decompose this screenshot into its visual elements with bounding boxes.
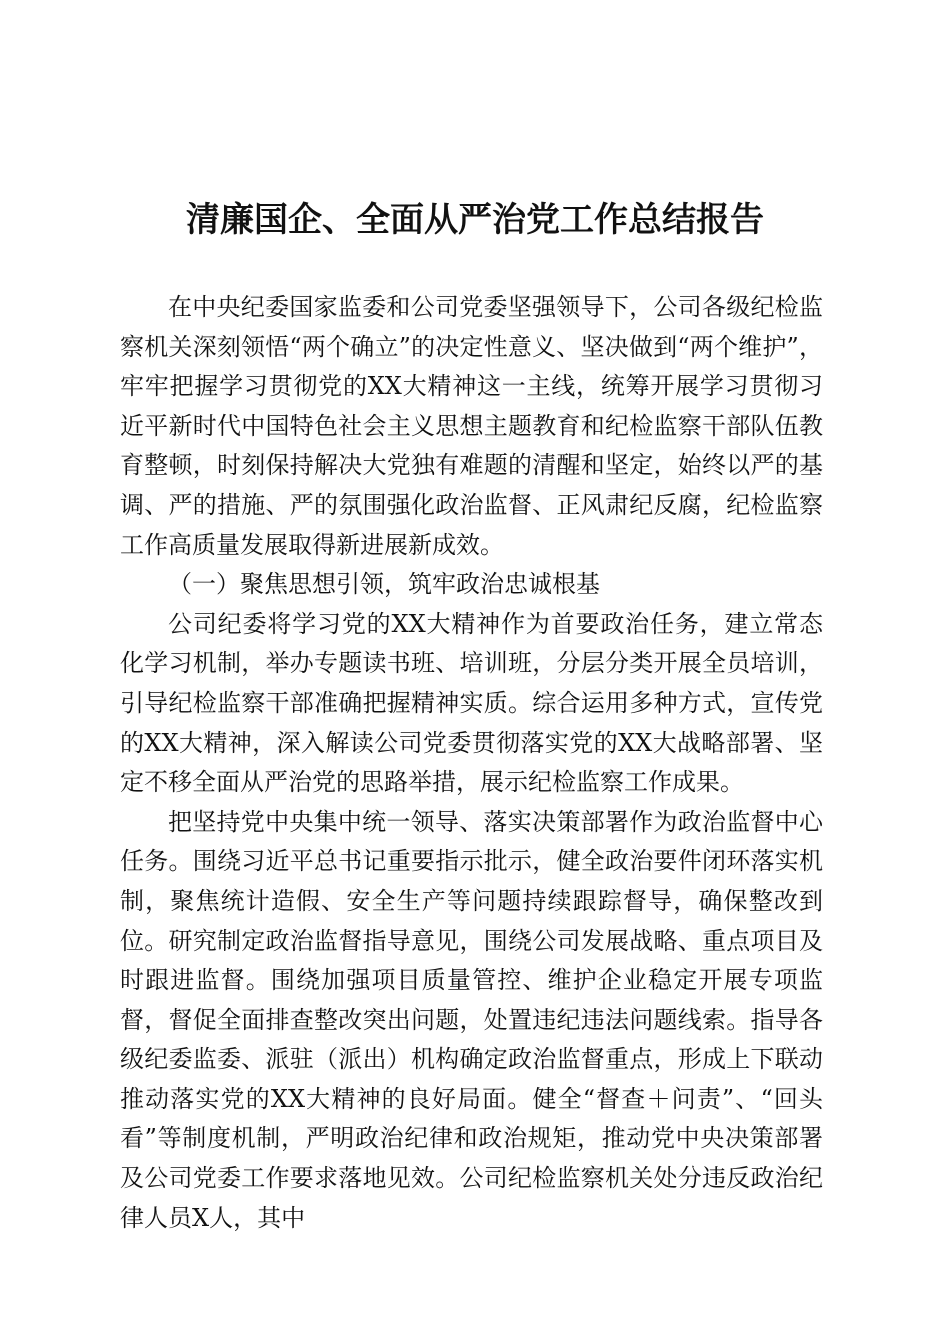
section-paragraph-1: 公司纪委将学习党的XX大精神作为首要政治任务，建立常态化学习机制，举办专题读书班、培训班，分层分类开展全员培训，引导纪检监察干部准确把握精神实质。综合运用多种方式，宣传党的XX大精神，深入解读公司党委贯彻落实党的XX大战略部署、坚定不移全面从严治党的思路举措，展示纪检监察工作成果。 xyxy=(120,609,823,797)
document-title: 清廉国企、全面从严治党工作总结报告 xyxy=(186,200,764,240)
section-paragraph-2: 把坚持党中央集中统一领导、落实决策部署作为政治监督中心任务。围绕习近平总书记重要指示批示，健全政治要件闭环落实机制，聚焦统计造假、安全生产等问题持续跟踪督导，确保整改到位。研究制定政治监督指导意见，围绕公司发展战略、重点项目及时跟进监督。围绕加强项目质量管控、维护企业稳定开展专项监督，督促全面排查整改突出问题，处置违纪违法问题线索。指导各级纪委监委、派驻（派出）机构确定政治监督重点，形成上下联动推动落实党的XX大精神的良好局面。健全“督查＋问责”、“回头看”等制度机制，严明政治纪律和政治规矩，推动党中央决策部署及公司党委工作要求落地见效。公司纪检监察机关处分违反政治纪律人员X人，其中 xyxy=(120,807,823,1232)
section-heading: （一）聚焦思想引领，筑牢政治忠诚根基 xyxy=(168,570,600,599)
intro-paragraph: 在中央纪委国家监委和公司党委坚强领导下，公司各级纪检监察机关深刻领悟“两个确立”的决定性意义、坚决做到“两个维护”，牢牢把握学习贯彻党的XX大精神这一主线，统筹开展学习贯彻习近平新时代中国特色社会主义思想主题教育和纪检监察干部队伍教育整顿，时刻保持解决大党独有难题的清醒和坚定，始终以严的基调、严的措施、严的氛围强化政治监督、正风肃纪反腐，纪检监察工作高质量发展取得新进展新成效。 xyxy=(120,293,823,559)
document-body xyxy=(120,288,823,1238)
